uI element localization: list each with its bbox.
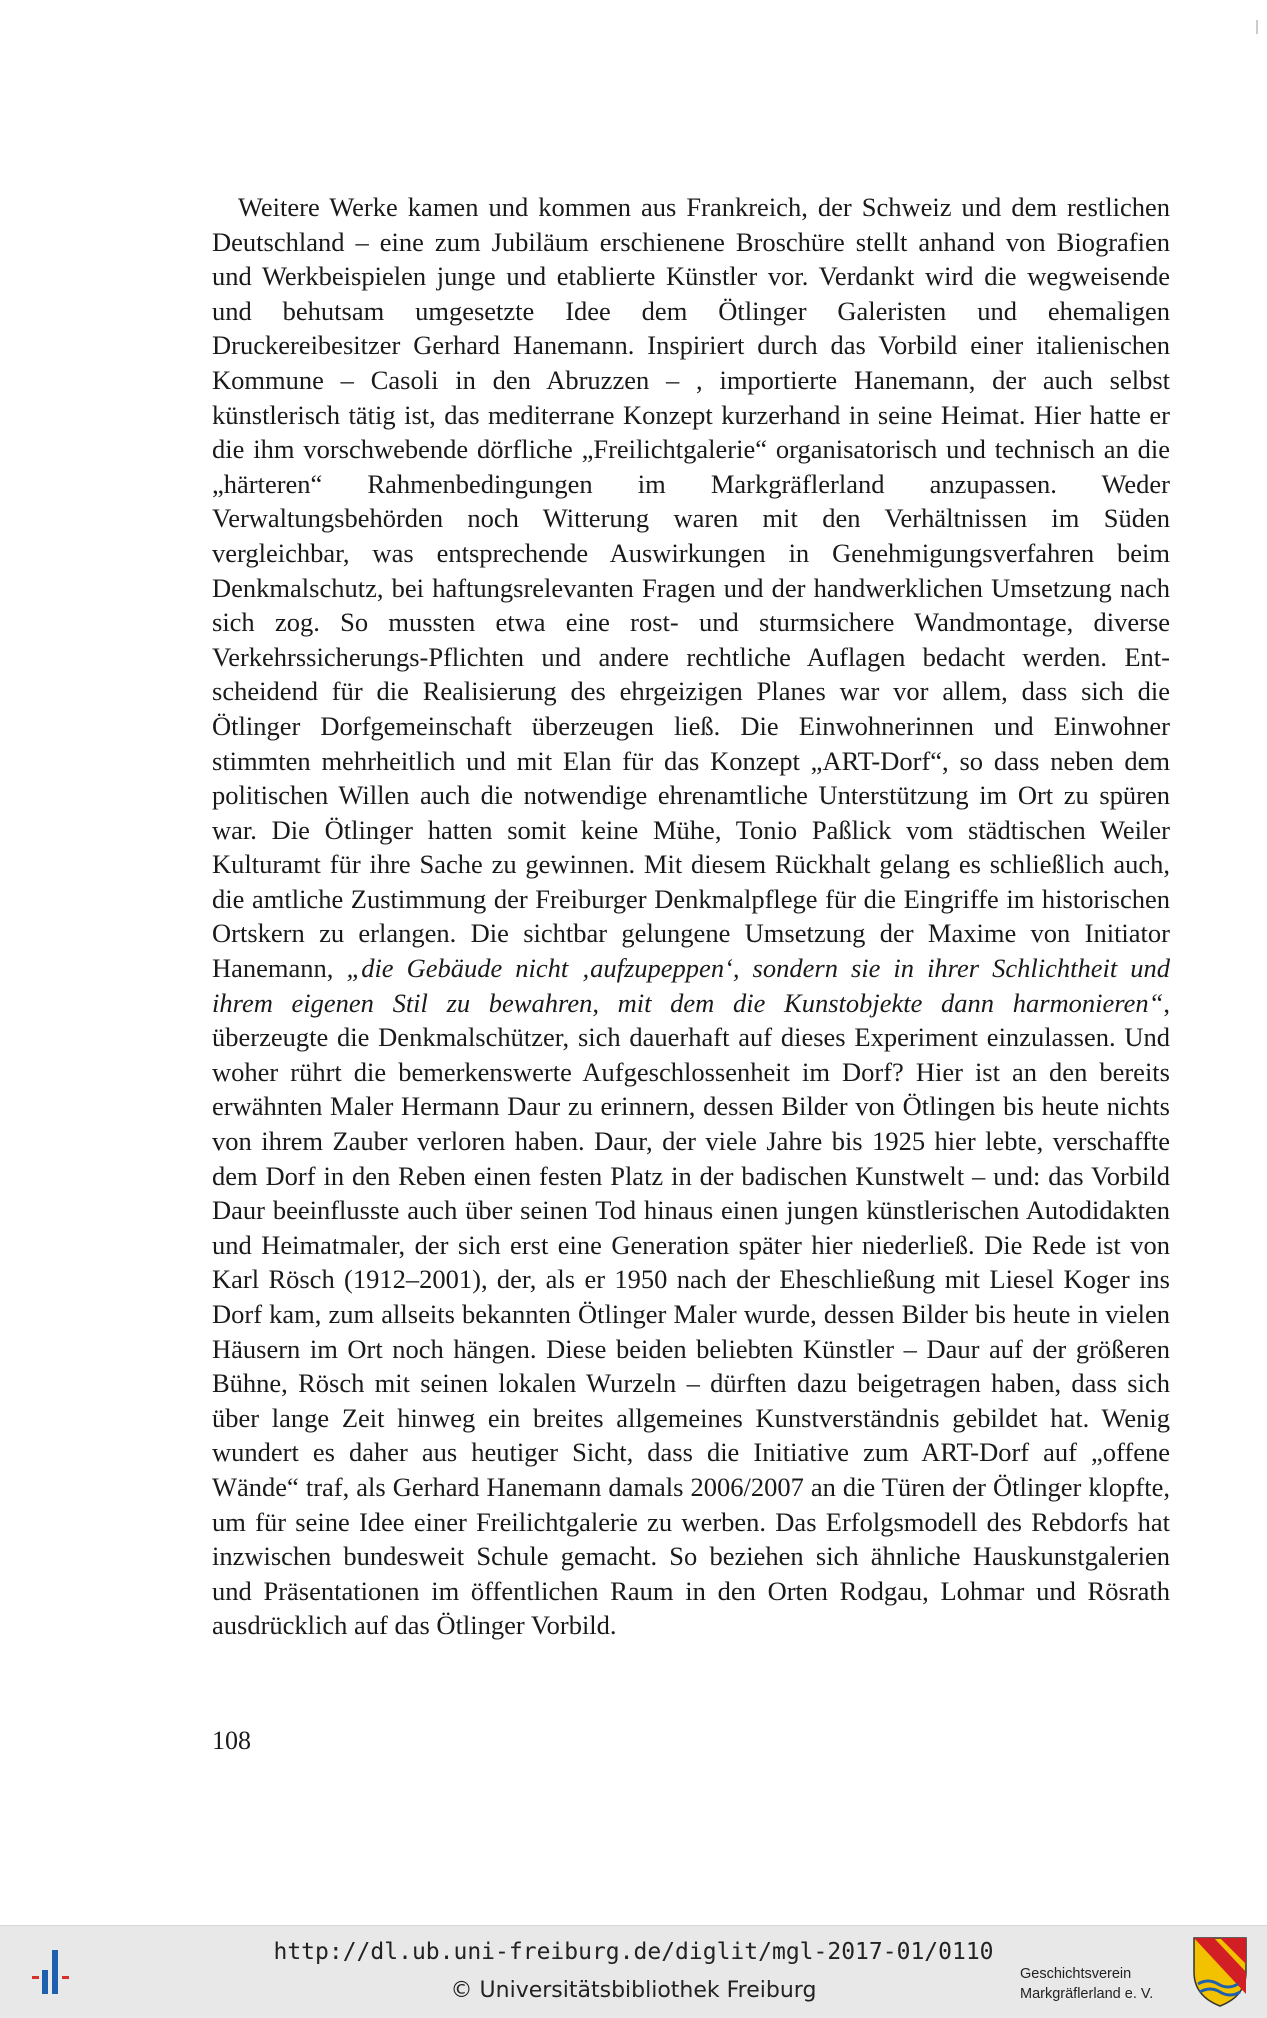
footer-organization: [1020, 1964, 1153, 2004]
footer-url-link[interactable]: http://dl.ub.uni-freiburg.de/diglit/mgl-2017-01/0110: [273, 1939, 994, 1965]
footer-bar: [0, 1925, 1267, 2018]
footer-org-line2: Markgräflerland e. V.: [1020, 1986, 1154, 2002]
page-body: [212, 190, 1170, 1643]
coat-of-arms-icon: [1190, 1934, 1250, 2010]
body-text-continued: , überzeugte die Denkmalschützer, sich dauerhaft auf dieses Experiment einzulassen. Und woher rührt die bemerkenswerte Aufgeschlossenheit im Dorf? Hier ist an den bereits erwähnten Maler Hermann Daur zu erinnern, dessen Bilder von Ötlingen bis heute nichts von ihrem Zauber verloren haben. Daur, der viele Jahre bis 1925 hier lebte, verschaffte dem Dorf in den Reben einen festen Platz in der badischen Kunstwelt – und: das Vorbild Daur beeinflusste auch über seinen Tod hinaus einen jungen künstlerischen Autodidakten und Heimatmaler, der sich erst eine Generation später hier niederließ. Die Rede ist von Karl Rösch (1912–2001), der, als er 1950 nach der Eheschließung mit Liesel Koger ins Dorf kam, zum allseits bekannten Ötlinger Maler wurde, dessen Bilder bis heute in vielen Häusern im Ort noch hängen. Diese beiden beliebten Künstler – Daur auf der größeren Bühne, Rösch mit seinen lokalen Wurzeln – dürften dazu beigetragen haben, dass sich über lange Zeit hinweg ein breites allgemeines Kunstverständnis gebildet hat. Wenig wundert es daher aus heutiger Sicht, dass die Initiative zum ART-Dorf auf „offene Wände“ traf, als Gerhard Hanemann damals 2006/2007 an die Türen der Ötlinger klopfte, um für seine Idee einer Freilichtgalerie zu werben. Das Erfolgsmodell des Rebdorfs hat inzwischen bundesweit Schule gemacht. So beziehen sich ähnliche Hauskunstgalerien und Präsentationen im öffentlichen Raum in den Orten Rodgau, Lohmar und Rösrath ausdrücklich auf das Ötlinger Vorbild.: [212, 987, 1170, 1641]
scan-edge-mark: [1256, 20, 1258, 34]
body-text: Weitere Werke kamen und kommen aus Frankreich, der Schweiz und dem restlichen Deutschland – eine zum Jubiläum erschienene Broschüre stellt anhand von Biografien und Werkbeispielen junge und etablierte Künstler vor. Verdankt wird die wegweisende und behutsam umgesetzte Idee dem Ötlinger Galeristen und ehemaligen Druckereibesitzer Gerhard Hanemann. Inspiriert durch das Vorbild einer italienischen Kommune – Casoli in den Abruzzen – , importierte Hanemann, der auch selbst künstlerisch tätig ist, das mediterrane Konzept kurzerhand in seine Heimat. Hier hatte er die ihm vorschwebende dörfliche „Freilichtgalerie“ organisatorisch und technisch an die „härteren“ Rahmenbedingungen im Markgräflerland anzupassen. Weder Verwaltungsbehörden noch Witterung waren mit den Verhältnissen im Süden vergleichbar, was entsprechende Auswirkungen in Genehmigungsverfahren beim Denkmalschutz, bei haftungsrelevanten Fragen und der handwerklichen Umsetzung nach sich zog. So mussten etwa eine rost- und sturmsichere Wandmontage, diverse Verkehrssicherungs-Pflichten und andere rechtliche Auflagen bedacht werden. Entscheidend für die Realisierung des ehrgeizigen Planes war vor allem, dass sich die Ötlinger Dorfgemeinschaft überzeugen ließ. Die Einwohnerinnen und Einwohner stimmten mehrheitlich und mit Elan für das Konzept „ART-Dorf“, so dass neben dem politischen Willen auch die notwendige ehrenamtliche Unterstützung im Ort zu spüren war. Die Ötlinger hatten somit keine Mühe, Tonio Paßlick vom städtischen Weiler Kulturamt für ihre Sache zu gewinnen. Mit diesem Rückhalt gelang es schließlich auch, die amtliche Zustimmung der Freiburger Denkmalpflege für die Eingriffe im historischen Ortskern zu erlangen. Die sichtbar gelungene Umsetzung der Maxime von Initiator Hanemann,: [212, 192, 1170, 984]
footer-org-line1: Geschichtsverein: [1020, 1966, 1132, 1982]
page-number: 108: [212, 1726, 251, 1755]
body-paragraph: [212, 190, 1170, 1643]
footer-copyright: © Universitätsbibliothek Freiburg: [450, 1978, 817, 2003]
quote-text: „die Gebäude nicht ‚aufzupeppen‘, sondern sie in ihrer Schlichtheit und ihrem eigenen Stil zu bewahren, mit dem die Kunstobjekte dann harmonieren“: [212, 953, 1170, 1018]
